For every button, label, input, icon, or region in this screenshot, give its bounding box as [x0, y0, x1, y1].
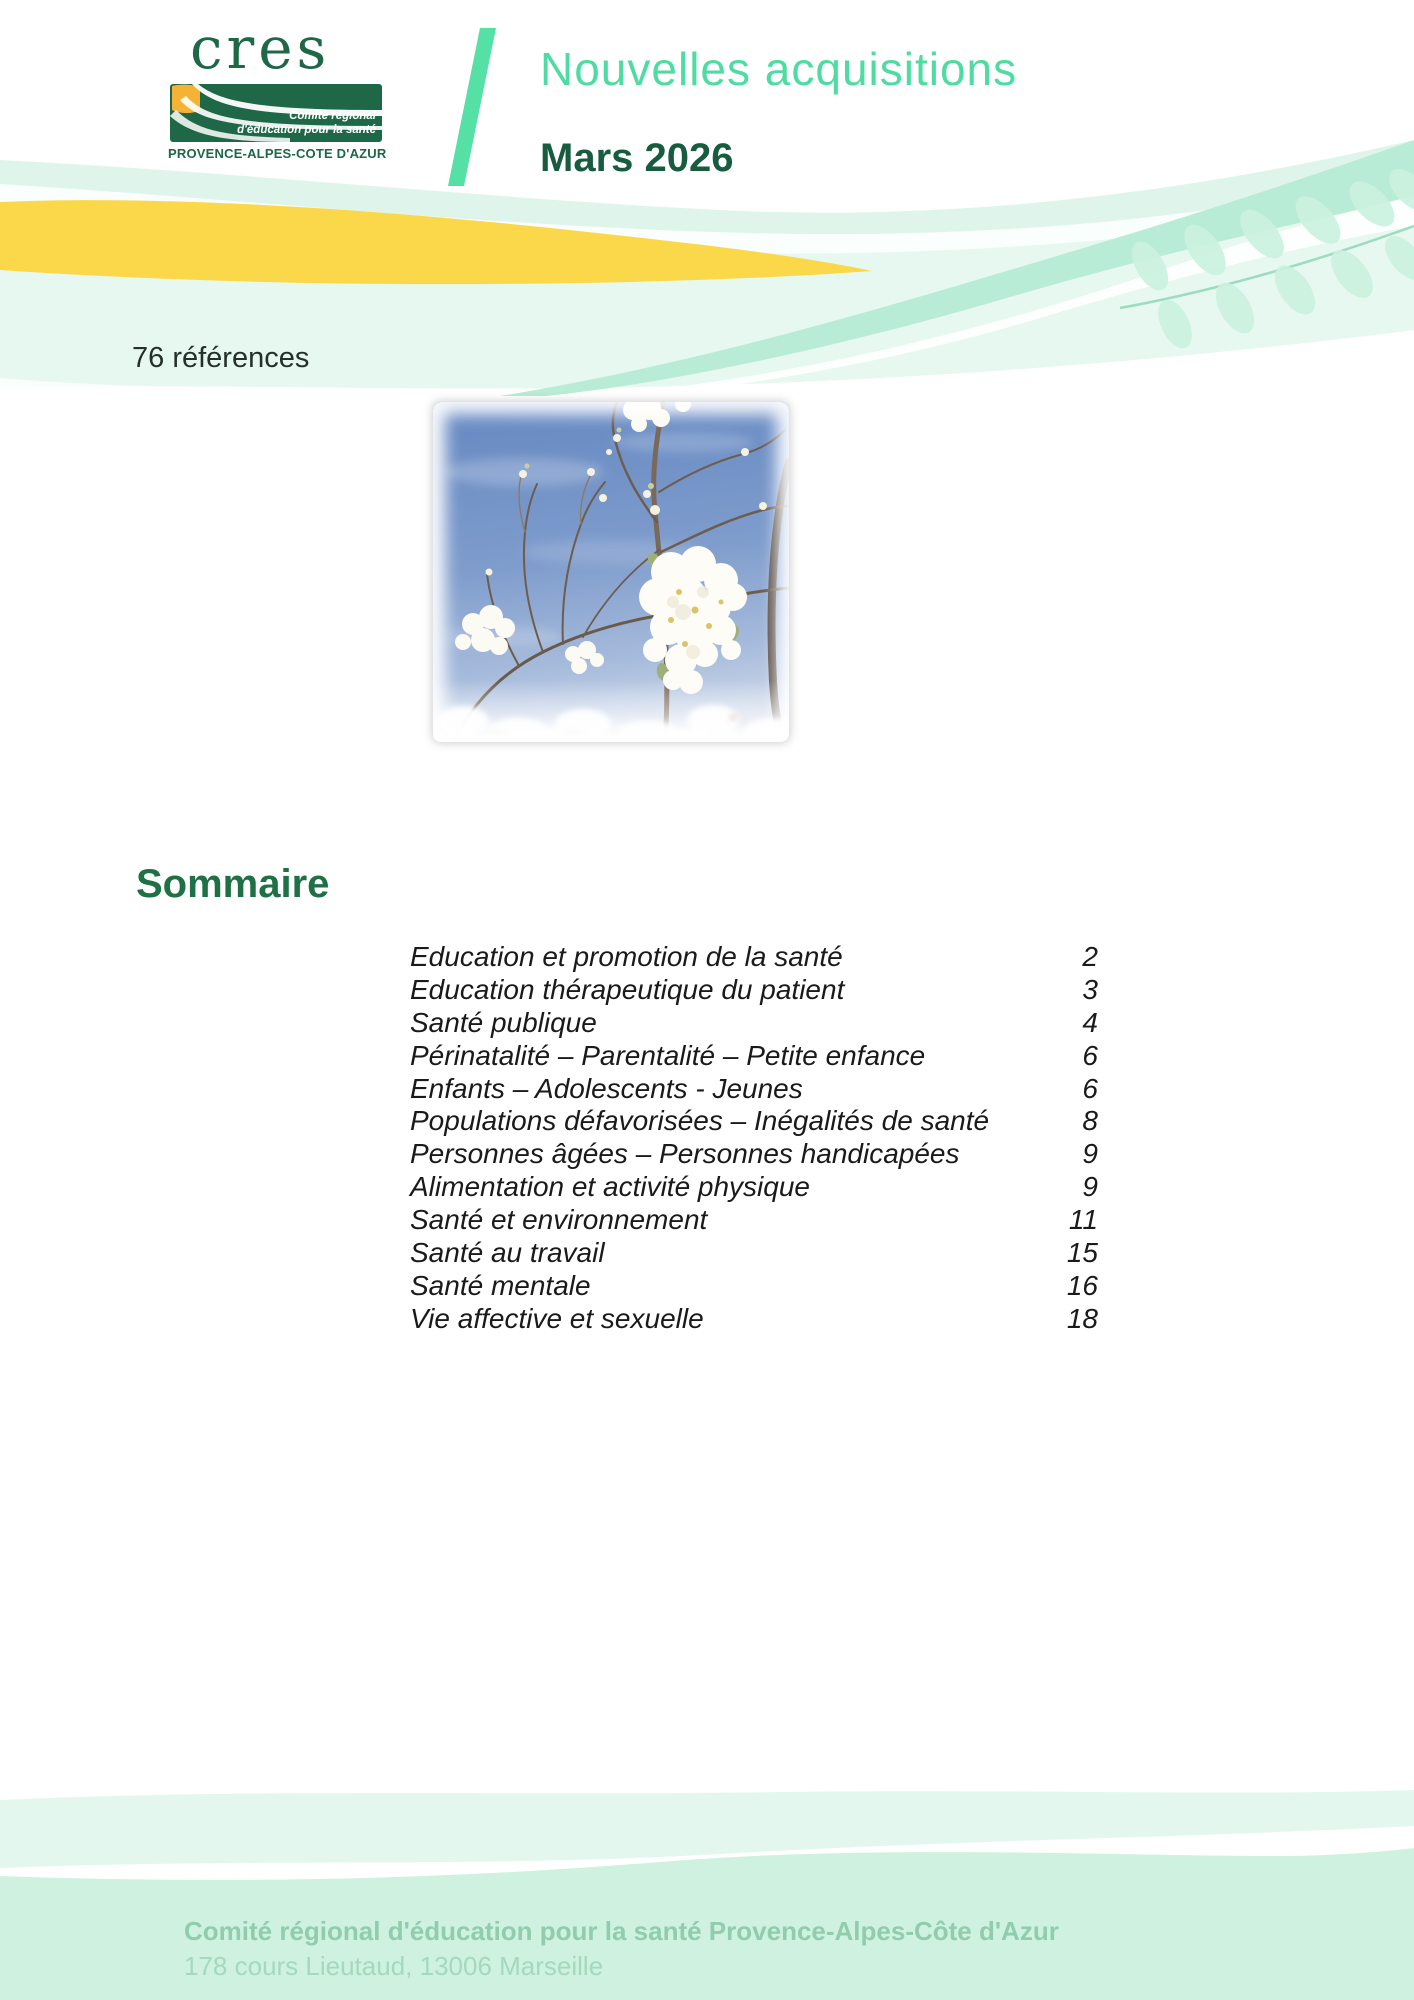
- toc-row: [410, 941, 1098, 974]
- footer-address: 178 cours Lieutaud, 13006 Marseille: [184, 1951, 604, 1981]
- blossoms-photo: [433, 402, 789, 742]
- toc-row: [410, 1204, 1098, 1237]
- toc-page-number: 6: [1082, 1072, 1098, 1104]
- logo-tagline-line2: d'éducation pour la santé: [237, 123, 376, 136]
- toc-row: [410, 974, 1098, 1007]
- toc-row: [410, 1303, 1098, 1336]
- toc-page-number: 16: [1066, 1269, 1098, 1301]
- toc-entry-label: Vie affective et sexuelle: [410, 1302, 704, 1334]
- references-count: 76 références: [132, 342, 310, 374]
- toc-page-number: 15: [1066, 1237, 1098, 1269]
- newsletter-date: Mars 2026: [540, 136, 734, 180]
- toc-row: [410, 1237, 1098, 1270]
- toc-page-number: 8: [1082, 1105, 1098, 1137]
- logo-tagline: [237, 110, 376, 137]
- logo-tagline-line1: Comité régional: [289, 110, 376, 122]
- toc-row: [410, 1270, 1098, 1303]
- toc-page-number: 2: [1082, 941, 1098, 972]
- toc-page-number: 9: [1082, 1138, 1098, 1170]
- toc-page-number: 11: [1068, 1204, 1098, 1236]
- toc-page-number: 9: [1082, 1171, 1098, 1203]
- toc-page-number: 4: [1082, 1006, 1098, 1038]
- toc-entry-label: Populations défavorisées – Inégalités de santé: [410, 1105, 990, 1137]
- toc-page-number: 3: [1082, 973, 1098, 1005]
- footer: [184, 1914, 1059, 1984]
- table-of-contents: [410, 941, 1098, 1336]
- newsletter-title: Nouvelles acquisitions: [540, 43, 1018, 95]
- toc-row: [410, 1138, 1098, 1171]
- toc-row: [410, 1007, 1098, 1040]
- toc-row: [410, 1073, 1098, 1106]
- toc-row: [410, 1040, 1098, 1073]
- blossoms-photo-art: [433, 402, 789, 742]
- toc-entry-label: Santé et environnement: [410, 1204, 708, 1236]
- toc-row: [410, 1171, 1098, 1204]
- toc-entry-label: Education thérapeutique du patient: [410, 973, 845, 1005]
- toc-entry-label: Personnes âgées – Personnes handicapées: [410, 1138, 960, 1170]
- toc-entry-label: Education et promotion de la santé: [410, 941, 843, 972]
- toc-entry-label: Santé au travail: [410, 1237, 605, 1269]
- sommaire-heading: Sommaire: [136, 862, 330, 906]
- toc-entry-label: Santé publique: [410, 1006, 597, 1038]
- logo-region-label: PROVENCE-ALPES-COTE D'AZUR: [168, 146, 387, 161]
- toc-page-number: 18: [1066, 1302, 1098, 1334]
- logo-box: [170, 84, 382, 142]
- toc-entry-label: Alimentation et activité physique: [410, 1171, 810, 1203]
- logo-wordmark: cres: [190, 14, 331, 82]
- toc-page-number: 6: [1082, 1039, 1098, 1071]
- toc-entry-label: Santé mentale: [410, 1269, 591, 1301]
- footer-org-name: Comité régional d'éducation pour la santé Provence-Alpes-Côte d'Azur: [184, 1916, 1059, 1946]
- cres-logo: [168, 14, 468, 161]
- toc-entry-label: Périnatalité – Parentalité – Petite enfance: [410, 1039, 926, 1071]
- toc-entry-label: Enfants – Adolescents - Jeunes: [410, 1072, 803, 1104]
- toc-row: [410, 1105, 1098, 1138]
